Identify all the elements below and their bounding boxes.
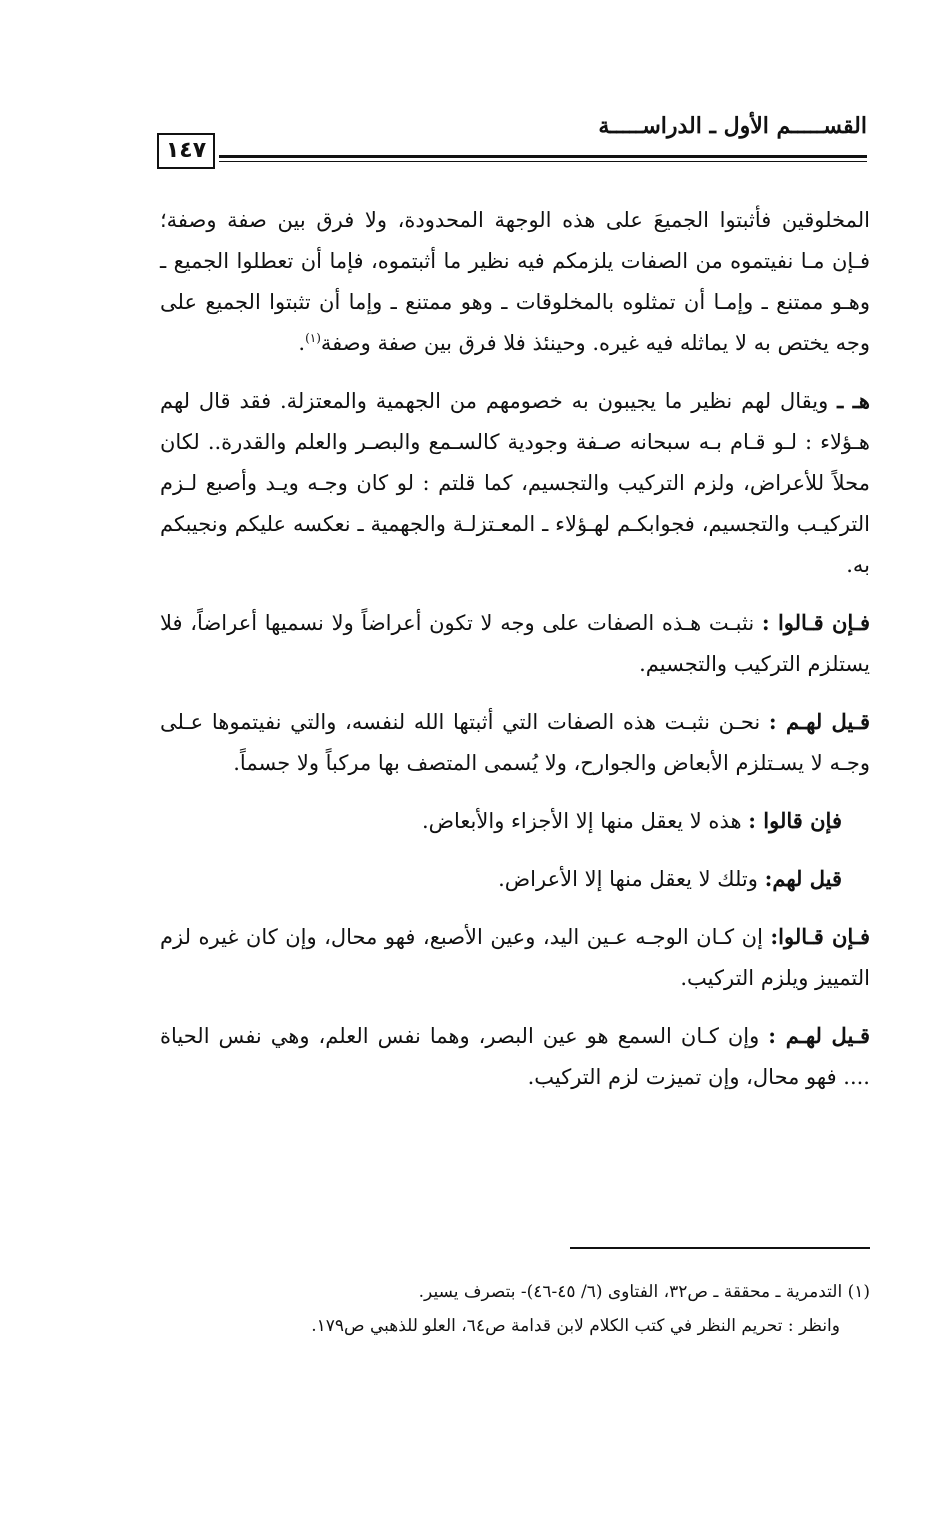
paragraph-3 (160, 602, 870, 685)
paragraph-lead: فـإن قـالوا : (761, 610, 870, 635)
paragraph-6 (160, 858, 870, 900)
paragraph-tail: . (298, 331, 306, 355)
paragraph-lead: هـ ـ (837, 388, 871, 413)
paragraph-1 (160, 200, 870, 364)
running-head: القســـــم الأول ـ الدراســـــة (598, 113, 867, 139)
footnote-2: وانظر : تحريم النظر في كتب الكلام لابن قدامة ص٦٤، العلو للذهبي ص١٧٩. (311, 1316, 840, 1336)
paragraph-5 (160, 800, 870, 842)
paragraph-8 (160, 1015, 870, 1098)
paragraph-2 (160, 380, 870, 586)
page-header (157, 113, 867, 173)
paragraph-text: وتلك لا يعقل منها إلا الأعراض. (498, 867, 758, 891)
main-text (160, 200, 870, 1114)
header-rule (219, 155, 867, 162)
paragraph-text: هذه لا يعقل منها إلا الأجزاء والأبعاض. (421, 809, 742, 833)
page-number: ١٤٧ (157, 133, 215, 169)
paragraph-4 (160, 701, 870, 784)
footnotes (200, 1275, 870, 1343)
paragraph-lead: فـإن قـالوا: (770, 924, 870, 949)
paragraph-lead: قـيل لهـم : (768, 709, 870, 734)
paragraph-text: المخلوقين فأثبتوا الجميعَ على هذه الوجهة المحدودة، ولا فرق بين صفة وصفة؛ فـإن مـا نفيتموه من الصفات يلزمكم فيه نظير ما أثبتموه، فإما أن تعطلوا الجميع ـ وهـو ممتنع ـ وإمـا أن تمثلوه بالمخلوقات ـ وهو ممتنع ـ وإما أن تثبتوا الجميع على وجه يختص به لا يماثله فيه غيره. وحينئذ فلا فرق بين صفة وصفة (160, 208, 870, 355)
paragraph-text: ويقال لهم نظير ما يجيبون به خصومهم من الجهمية والمعتزلة. فقد قال لهم هـؤلاء : لـو قـام بـه سبحانه صـفة وجودية كالسـمع والبصـر والعلم والقدرة.. لكان محلاً للأعراض، ولزم التركيب والتجسيم، كما قلتم : لو كان وجـه ويـد وأصبع لـزم التركيـب والتجسيم، فجوابكـم لهـؤلاء ـ المعـتزلـة والجهمية ـ نعكسه عليكم ونجيبكم به. (160, 389, 870, 577)
footnote-separator (570, 1247, 870, 1249)
paragraph-7 (160, 916, 870, 999)
paragraph-text: وإن كـان السمع هو عين البصر، وهما نفس العلم، وهي نفس الحياة .... فهو محال، وإن تميزت لزم التركيب. (160, 1024, 870, 1089)
paragraph-text: نحـن نثبـت هذه الصفات التي أثبتها الله لنفسه، والتي نفيتموها عـلى وجـه لا يسـتلزم الأبعاض والجوارح، ولا يُسمى المتصف بها مركباً ولا جسماً. (160, 710, 870, 775)
paragraph-lead: فإن قالوا : (748, 808, 842, 833)
paragraph-lead: قيل لهم: (764, 866, 842, 891)
paragraph-lead: قـيل لهـم : (768, 1023, 870, 1048)
footnote-marker: (١) (305, 331, 321, 345)
paragraph-text: إن كـان الوجـه عـين اليد، وعين الأصبع، فهو محال، وإن كان غيره لزم التمييز ويلزم التركيب. (160, 925, 870, 990)
footnote-1: (١) التدمرية ـ محققة ـ ص٣٢، الفتاوى (٦/ ٤٥-٤٦)- بتصرف يسير. (418, 1282, 870, 1302)
paragraph-text: نثبـت هـذه الصفات على وجه لا تكون أعراضاً ولا نسميها أعراضاً، فلا يستلزم التركيب والتجسيم. (160, 611, 870, 676)
